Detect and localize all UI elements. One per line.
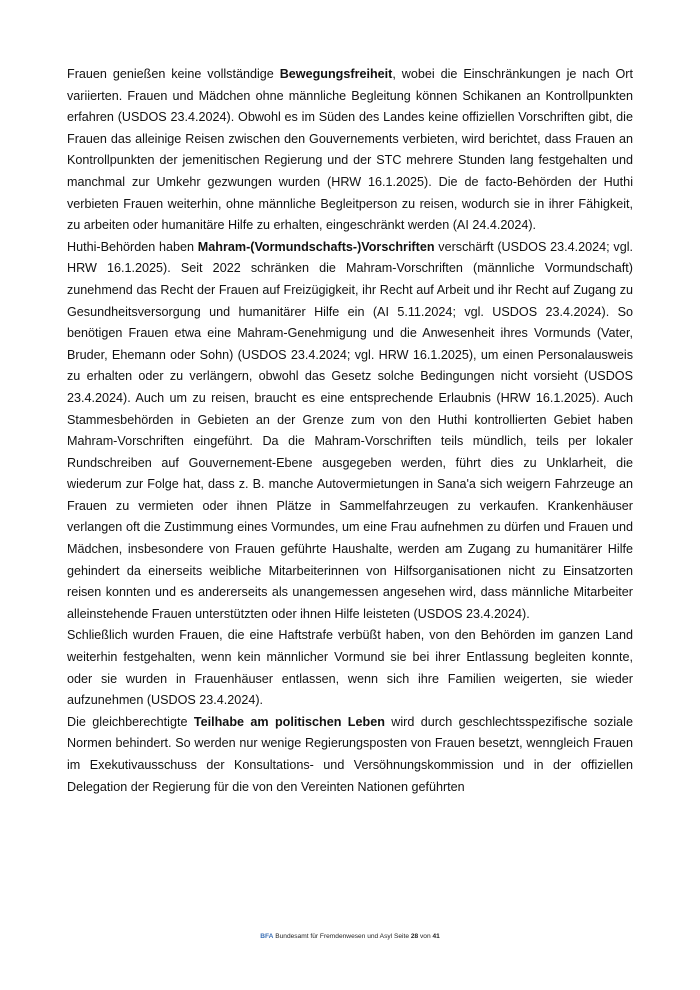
text-segment: Schließlich wurden Frauen, die eine Haftstrafe verbüßt haben, von den Behörden im ganzen Land weiterhin festgehalten, wenn kein männlicher Vormund sie bei ihrer Entlassung begleiten konnte, oder sie wurden in Frauenhäuser entlassen, wenn sich ihre Familien weigerten, sie wieder aufzunehmen (USDOS 23.4.2024).	[67, 628, 633, 708]
footer-of-label: von	[418, 933, 433, 940]
text-segment: Die gleichberechtigte	[67, 714, 194, 729]
footer-agency: Bundesamt für Fremdenwesen und Asyl Seite	[273, 933, 411, 940]
paragraph-movement	[67, 64, 633, 237]
text-segment: Huthi-Behörden haben	[67, 239, 198, 254]
footer-logo: BFA	[260, 933, 274, 940]
text-segment: verschärft (USDOS 23.4.2024; vgl. HRW 16.1.2025). Seit 2022 schränken die Mahram-Vorschriften (männliche Vormundschaft) zunehmend das Recht der Frauen auf Freizügigkeit, ihr Recht auf Arbeit und ihr Recht auf Zugang zu Gesundheitsversorgung und humanitärer Hilfe ein (AI 5.11.2024; vgl. USDOS 23.4.2024). So benötigen Frauen etwa eine Mahram-Genehmigung und die Anwesenheit ihres Vormunds (Vater, Bruder, Ehemann oder Sohn) (USDOS 23.4.2024; vgl. HRW 16.1.2025), um einen Personalausweis zu erhalten oder zu verlängern, obwohl das Gesetz solche Bedingungen nicht vorsieht (USDOS 23.4.2024). Auch um zu reisen, braucht es eine entsprechende Erlaubnis (HRW 16.1.2025). Auch Stammesbehörden in Gebieten an der Grenze zum von den Huthi kontrollierten Gebiet haben Mahram-Vorschriften eingeführt. Da die Mahram-Vorschriften teils mündlich, teils per lokaler Rundschreiben auf Gouvernement-Ebene ausgegeben werden, führt dies zu Unklarheit, die wiederum zur Folge hat, dass z. B. manche Autovermietungen in Sana'a sich weigern Fahrzeuge an Frauen zu vermieten oder ihnen Plätze in Sammelfahrzeugen zu verkaufen. Krankenhäuser verlangen oft die Zustimmung eines Vormundes, um eine Frau aufnehmen zu dürfen und Frauen und Mädchen, insbesondere von Frauen geführte Haushalte, werden am Zugang zu humanitärer Hilfe gehindert da einerseits weibliche Mitarbeiterinnen von Hilfsorganisationen nicht zu Einsatzorten reisen konnten und es andererseits als unangemessen angesehen wird, dass männliche Mitarbeiter alleinstehende Frauen unterstützten oder ihnen Hilfe leisteten (USDOS 23.4.2024).	[67, 239, 634, 621]
paragraph-mahram	[67, 237, 633, 626]
bold-term-movement: Bewegungsfreiheit	[279, 67, 393, 81]
text-segment: , wobei die Einschränkungen je nach Ort variierten. Frauen und Mädchen ohne männliche Begleitung können Schikanen an Kontrollpunkten erfahren (USDOS 23.4.2024). Obwohl es im Süden des Landes keine offiziellen Vorschriften gibt, die Frauen das alleinige Reisen zwischen den Gouvernements verbieten, wird berichtet, dass Frauen an Kontrollpunkten der jemenitischen Regierung und der STC mehrere Stunden lang festgehalten und manchmal zur Umkehr gezwungen wurden (HRW 16.1.2025). Die de facto-Behörden der Huthi verbieten Frauen weiterhin, ohne männliche Begleitperson zu reisen, wodurch sie in ihrer Fähigkeit, zu arbeiten oder humanitäre Hilfe zu erhalten, eingeschränkt werden (AI 24.4.2024).	[67, 67, 633, 233]
text-segment: wird durch geschlechtsspezifische soziale Normen behindert. So werden nur wenige Regierungsposten von Frauen besetzt, wenngleich Frauen im Exekutivausschuss der Konsultations- und Versöhnungskommission und in der offiziellen Delegation der Regierung für die von den Vereinten Nationen geführten	[67, 714, 633, 794]
document-body	[67, 64, 633, 798]
page-footer	[0, 933, 700, 940]
paragraph-detention	[67, 625, 633, 711]
paragraph-political-participation	[67, 712, 633, 798]
bold-term-political: Teilhabe am politischen Leben	[193, 714, 385, 729]
text-segment: Frauen genießen keine vollständige	[67, 67, 280, 81]
footer-page-number: 28	[410, 933, 419, 940]
footer-page-total: 41	[432, 933, 440, 940]
bold-term-mahram: Mahram-(Vormundschafts-)Vorschriften	[197, 239, 435, 254]
